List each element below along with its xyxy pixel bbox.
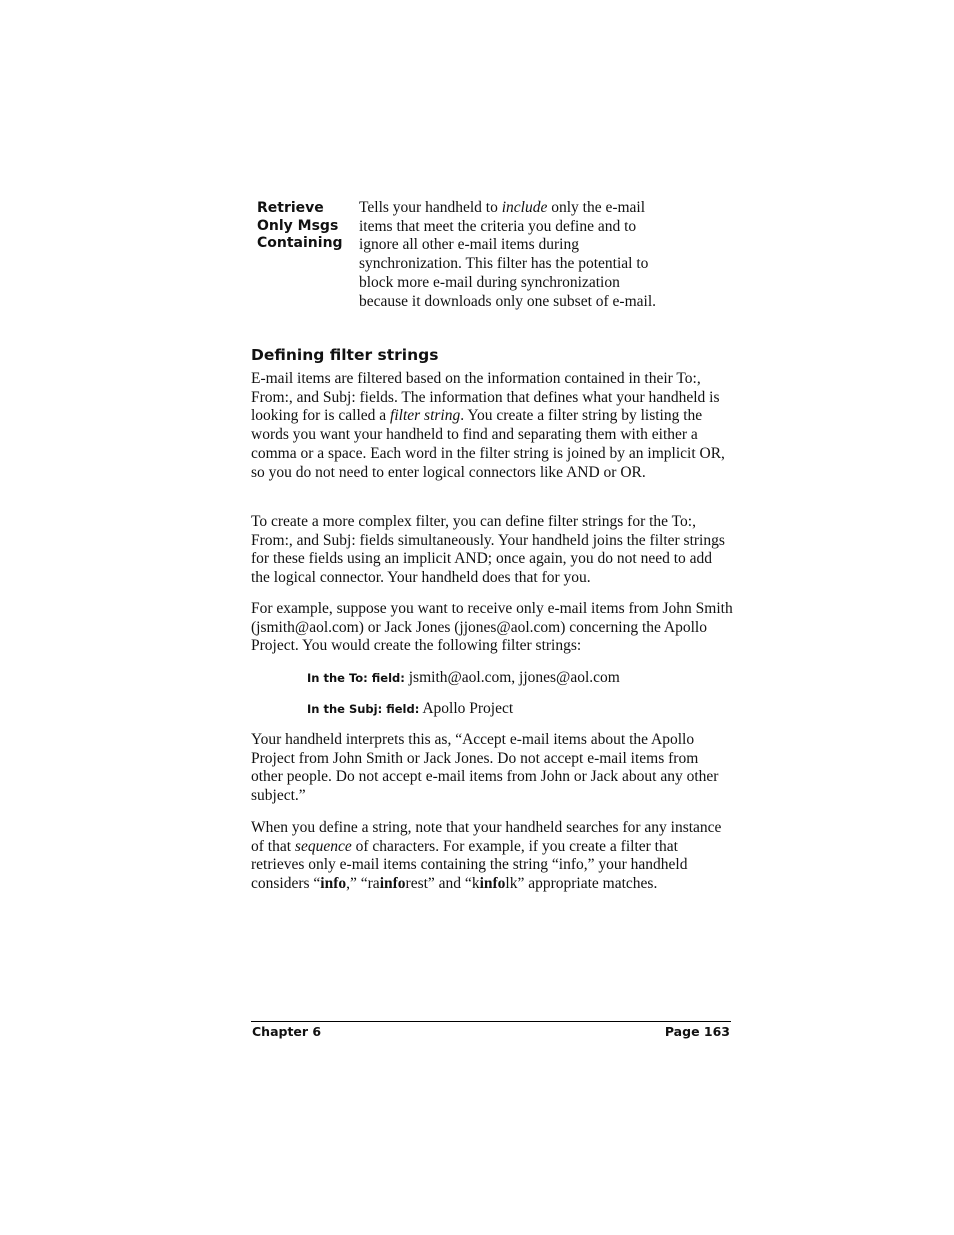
example-label: In the Subj: field: [307, 702, 420, 716]
paragraph-text: of characters. For example, if you create a filter that retrieves only e-mail items containing the string “info,” your handheld considers “ [251, 837, 688, 893]
paragraph-text: rest” and “k [405, 875, 480, 893]
example-to-field [307, 669, 727, 688]
paragraph-text: lk” appropriate matches. [505, 875, 658, 893]
paragraph-text: E-mail items are filtered based on the information contained in their To:, From:, and Subj: fields. The information that defines what your handheld is looking for is called a [251, 370, 720, 425]
example-value: jsmith@aol.com, jjones@aol.com [408, 669, 620, 686]
paragraph-text: . You create a filter string by listing the words you want your handheld to find and separating them with either a comma or a space. Each word in the filter string is joined by an implicit OR, so you do not need to enter logical connectors like AND or OR. [251, 407, 725, 481]
paragraph-text: When you define a string, note that your handheld searches for any instance of that [251, 819, 722, 855]
footer-page-number: Page 163 [664, 1024, 730, 1039]
footer-divider [251, 1021, 731, 1022]
paragraph-sequence-match [251, 819, 733, 894]
paragraph-bold: info [379, 875, 406, 893]
footer-chapter: Chapter 6 [252, 1024, 322, 1039]
paragraph-interpretation: Your handheld interprets this as, “Accept e-mail items about the Apollo Project from John Smith or Jack Jones. Do not accept e-mail items from other people. Do not accept e-mail items from John or Jack about any other subject.” [251, 731, 719, 805]
paragraph-emphasis: sequence [294, 837, 352, 855]
definition-term-line: Only Msgs [257, 217, 339, 234]
definition-term-line: Retrieve [257, 200, 324, 216]
definition-term [257, 200, 352, 253]
definition-text-1: Tells your handheld to [359, 199, 502, 216]
example-subj-field [307, 700, 727, 719]
paragraph-text: ,” “ra [346, 875, 380, 893]
definition-text-2: only the e-mail items that meet the criteria you define and to ignore all other e-mail items during synchronization. This filter has the potential to block more e-mail during synchronization because it downloads only one subset of e-mail. [359, 199, 657, 310]
example-label: In the To: field: [307, 671, 405, 685]
paragraph-complex-filter: To create a more complex filter, you can define filter strings for the To:, From:, and Subj: fields simultaneously. Your handheld joins the filter strings for these fields using an implicit AND; once again, you do not need to add the logical connector. Your handheld does that for you. [251, 513, 725, 587]
section-heading: Defining filter strings [251, 346, 439, 364]
example-value: Apollo Project [422, 700, 514, 717]
definition-description [359, 199, 659, 311]
paragraph-emphasis: filter string [390, 407, 461, 425]
paragraph-bold: info [320, 875, 347, 893]
paragraph-filter-intro [251, 370, 733, 482]
paragraph-example-intro: For example, suppose you want to receive only e-mail items from John Smith (jsmith@aol.com) or Jack Jones (jjones@aol.com) concerning the Apollo Project. You would create the following filter strings: [251, 600, 733, 655]
definition-term-line: Containing [257, 235, 343, 252]
paragraph-bold: info [479, 875, 506, 893]
definition-emphasis: include [501, 199, 548, 216]
